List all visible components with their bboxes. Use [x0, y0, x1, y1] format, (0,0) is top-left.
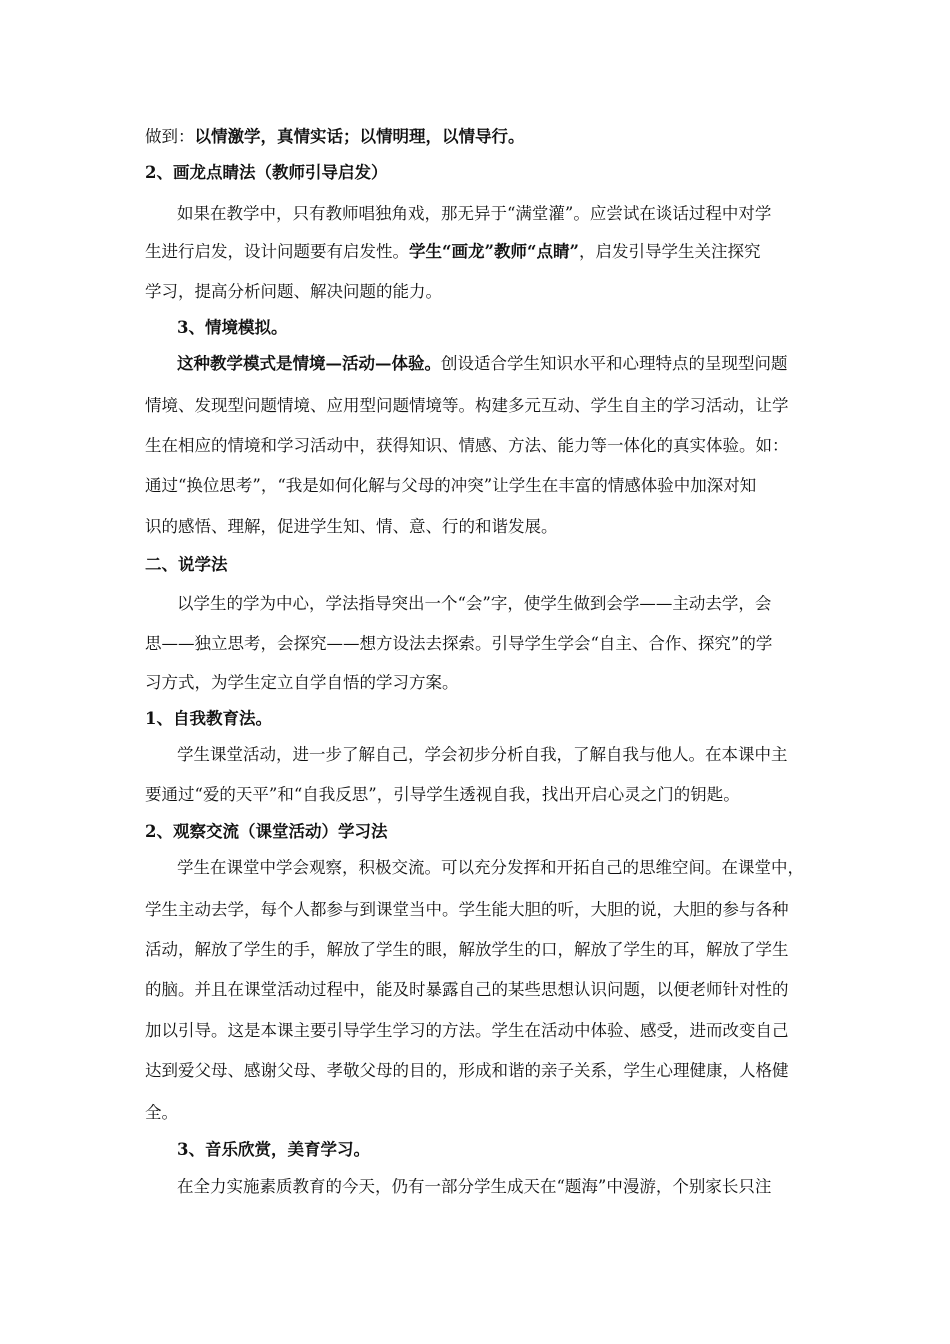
text-line: 全。 — [145, 1103, 178, 1122]
text-line: 通过“换位思考”，“我是如何化解与父母的冲突”让学生在丰富的情感体验中加深对知 — [145, 476, 757, 495]
text-line: 学生在课堂中学会观察，积极交流。可以充分发挥和开拓自己的思维空间。在课堂中， — [177, 858, 804, 877]
bold-text: 这种教学模式是情境—活动—体验。 — [177, 354, 441, 373]
section-heading: 二、说学法 — [145, 555, 228, 574]
section-heading: 3、音乐欣赏，美育学习。 — [177, 1140, 370, 1159]
text-line: 达到爱父母、感谢父母、孝敬父母的目的，形成和谐的亲子关系，学生心理健康，人格健 — [145, 1061, 789, 1080]
text-line: 活动，解放了学生的手，解放了学生的眼，解放学生的口，解放了学生的耳，解放了学生 — [145, 940, 789, 959]
text-line: 思——独立思考，会探究——想方设法去探索。引导学生学会“自主、合作、探究”的学 — [145, 634, 773, 653]
bold-text: 以情激学，真情实话；以情明理，以情导行。 — [194, 127, 525, 146]
text-line — [177, 356, 788, 373]
text-line: 生在相应的情境和学习活动中，获得知识、情感、方法、能力等一体化的真实体验。如： — [145, 436, 789, 455]
text-span: 生进行启发，设计问题要有启发性。 — [145, 242, 409, 261]
section-heading: 3、情境模拟。 — [177, 318, 288, 337]
section-heading: 1、自我教育法。 — [145, 709, 272, 728]
text-line: 识的感悟、理解，促进学生知、情、意、行的和谐发展。 — [145, 517, 558, 536]
text-span: 创设适合学生知识水平和心理特点的呈现型问题 — [441, 354, 788, 373]
text-line: 学生主动去学，每个人都参与到课堂当中。学生能大胆的听，大胆的说，大胆的参与各种 — [145, 900, 789, 919]
text-line — [145, 129, 525, 146]
text-line: 学生课堂活动，进一步了解自己，学会初步分析自我，了解自我与他人。在本课中主 — [177, 745, 788, 764]
text-line — [145, 244, 760, 261]
text-line: 以学生的学为中心，学法指导突出一个“会”字，使学生做到会学——主动去学，会 — [177, 594, 772, 613]
section-heading: 2、画龙点睛法（教师引导启发） — [145, 163, 388, 182]
text-line: 要通过“爱的天平”和“自我反思”，引导学生透视自我，找出开启心灵之门的钥匙。 — [145, 785, 740, 804]
text-line: 学习，提高分析问题、解决问题的能力。 — [145, 282, 442, 301]
text-span: ，启发引导学生关注探究 — [578, 242, 761, 261]
section-heading: 2、观察交流（课堂活动）学习法 — [145, 822, 388, 841]
text-line: 加以引导。这是本课主要引导学生学习的方法。学生在活动中体验、感受，进而改变自己 — [145, 1021, 789, 1040]
text-line: 在全力实施素质教育的今天，仍有一部分学生成天在“题海”中漫游，个别家长只注 — [177, 1177, 772, 1196]
text-span: 做到： — [145, 127, 195, 146]
text-line: 情境、发现型问题情境、应用型问题情境等。构建多元互动、学生自主的学习活动，让学 — [145, 396, 789, 415]
bold-text: 学生“画龙”教师“点睛” — [409, 242, 579, 261]
text-line: 如果在教学中，只有教师唱独角戏，那无异于“满堂灌”。应尝试在谈话过程中对学 — [177, 204, 772, 223]
text-line: 的脑。并且在课堂活动过程中，能及时暴露自己的某些思想认识问题，以便老师针对性的 — [145, 980, 789, 999]
text-line: 习方式，为学生定立自学自悟的学习方案。 — [145, 673, 459, 692]
